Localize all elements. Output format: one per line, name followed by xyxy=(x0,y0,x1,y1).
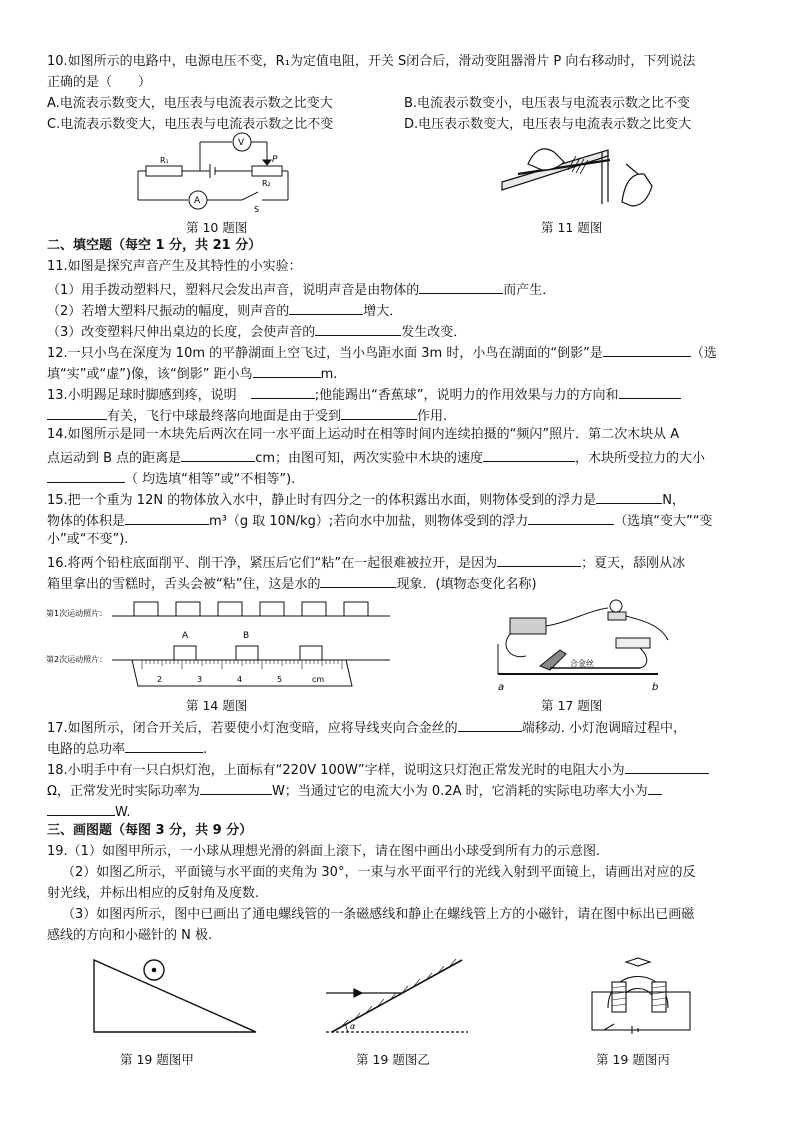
fig14-caption: 第 14 题图 xyxy=(186,698,248,713)
q14-line1: 14.如图所示是同一木块先后两次在同一水平面上运动时在相等时间内连续拍摄的“频闪”照片．第二次木块从 A xyxy=(47,427,680,442)
circuit-wire-icon xyxy=(592,992,690,1030)
fig14-label-b: B xyxy=(243,631,250,641)
q16-line2: 箱里拿出的雪糕时，舌头会被“粘”住，这是水的 现象．(填物态变化名称) xyxy=(47,573,537,594)
blank[interactable] xyxy=(125,510,209,525)
fig10-label-r1: R₁ xyxy=(160,156,169,165)
q18-line3: W. xyxy=(47,801,131,822)
q11-stem: 11.如图是探究声音产生及其特性的小实验： xyxy=(47,259,302,274)
fig17-circuit-photo xyxy=(490,596,690,692)
fig19b-angle-label: α xyxy=(350,1022,356,1031)
q15-line3: 小”或“不变”). xyxy=(47,532,129,547)
fig19a-incline-diagram xyxy=(90,956,262,1036)
section2-heading: 二、填空题（每空 1 分，共 21 分） xyxy=(47,238,262,253)
q16-line1: 16.将两个铅柱底面削平、削干净，紧压后它们“粘”在一起很难被拉开，是因为 ；夏天，舔刚从冰 xyxy=(47,552,685,573)
fig10-label-v: V xyxy=(238,138,245,148)
fig14-label-a: A xyxy=(182,631,189,641)
q10-stem-line2: 正确的是（ ） xyxy=(47,75,152,90)
q19-part2-line1: （2）如图乙所示，平面镜与水平面的夹角为 30°，一束与水平面平行的光线入射到平面镜上，请画出对应的反 xyxy=(62,865,696,880)
tick-label: 2 xyxy=(157,675,163,684)
blank[interactable] xyxy=(497,552,581,567)
fig17-label-b: b xyxy=(652,682,659,693)
q15-line1: 15.把一个重为 12N 的物体放入水中，静止时有四分之一的体积露出水面，则物体受到的浮力是 N， xyxy=(47,489,685,510)
fig11-ruler-illustration xyxy=(498,134,670,214)
q13-line1: 13.小明踢足球时脚感到疼，说明 ;他能踢出“香蕉球”，说明力的作用效果与力的方向和 xyxy=(47,384,681,405)
incline-icon xyxy=(94,960,256,1032)
q17-line1: 17.如图所示，闭合开关后，若要使小灯泡变暗，应将导线夹向合金丝的 端移动. 小灯泡调暗过程中， xyxy=(47,717,686,738)
q10-stem-line1: 10.如图所示的电路中，电源电压不变，R₁为定值电阻，开关 S闭合后，滑动变阻器滑片 P 向右移动时，下列说法 xyxy=(47,54,696,69)
fig14-row1-label: 第1次运动照片： xyxy=(46,609,108,618)
q11-part3: （3）改变塑料尺伸出桌边的长度，会使声音的 发生改变． xyxy=(47,321,466,342)
resistor-r1-icon xyxy=(146,166,182,176)
q18-line2: Ω，正常发光时实际功率为 W；当通过它的电流大小为 0.2A 时，它消耗的实际电功率大小为 xyxy=(47,780,662,801)
blank[interactable] xyxy=(483,447,575,462)
tick-label: 5 xyxy=(277,675,283,684)
fig19a-caption: 第 19 题图甲 xyxy=(120,1052,194,1067)
fig17-label-a: a xyxy=(498,682,505,693)
blank[interactable] xyxy=(320,573,396,588)
fig10-label-s: S xyxy=(254,205,260,214)
tick-label: cm xyxy=(312,675,325,684)
section3-heading: 三、画图题（每图 3 分，共 9 分） xyxy=(47,823,253,838)
fig10-label-r2: R₂ xyxy=(262,179,271,188)
q18-line1: 18.小明手中有一只白炽灯泡，上面标有“220V 100W”字样，说明这只灯泡正常发光时的电阻大小为 xyxy=(47,759,709,780)
q19-part3-line1: （3）如图丙所示，图中已画出了通电螺线管的一条磁感线和静止在螺线管上方的小磁针，请在图中标出已画磁 xyxy=(62,907,695,922)
q10-option-d: D.电压表示数变大，电压表与电流表示数之比变大 xyxy=(404,117,692,132)
row1-blocks xyxy=(134,602,368,616)
q10-option-b: B.电流表示数变小，电压表与电流表示数之比不变 xyxy=(404,96,691,111)
blank[interactable] xyxy=(603,342,691,357)
q19-part2-line2: 射光线，并标出相应的反射角及度数. xyxy=(47,886,260,901)
fig19b-mirror-diagram xyxy=(322,956,472,1036)
fig17-wire-label: 合金丝 xyxy=(570,659,594,668)
q10-option-a: A.电流表示数变大，电压表与电流表示数之比变大 xyxy=(47,96,333,111)
blank[interactable] xyxy=(47,405,107,420)
blank[interactable] xyxy=(648,780,662,795)
q11-part1: （1）用手拨动塑料尺，塑料尺会发出声音，说明声音是由物体的 而产生． xyxy=(47,279,555,300)
rheostat-r2-icon xyxy=(252,166,282,176)
q19-part3-line2: 感线的方向和小磁针的 N 极. xyxy=(47,928,213,943)
fig19c-caption: 第 19 题图丙 xyxy=(596,1052,670,1067)
fig10-circuit-diagram xyxy=(130,134,290,216)
q12-line1: 12.一只小鸟在深度为 10m 的平静湖面上空飞过，当小鸟距水面 3m 时，小鸟在湖面的“倒影”是 （选 xyxy=(47,342,717,363)
fig11-caption: 第 11 题图 xyxy=(541,220,603,235)
fig19b-caption: 第 19 题图乙 xyxy=(356,1052,430,1067)
blank[interactable] xyxy=(625,759,709,774)
q12-line2: 填“实”或“虚”)像，该“倒影” 距小鸟 m. xyxy=(47,363,337,384)
q17-line2: 电路的总功率 . xyxy=(47,738,207,759)
q15-line2: 物体的体积是 m³（g 取 10N/kg）;若向水中加盐，则物体受到的浮力 （选填“变大”“变 xyxy=(47,510,712,531)
q11-part2: （2）若增大塑料尺振动的幅度，则声音的 增大． xyxy=(47,300,402,321)
blank[interactable] xyxy=(47,468,125,483)
q14-line3: （ 均选填“相等”或“不相等”). xyxy=(47,468,295,489)
blank[interactable] xyxy=(458,717,522,732)
blank[interactable] xyxy=(251,384,315,399)
blank[interactable] xyxy=(200,780,272,795)
fig17-caption: 第 17 题图 xyxy=(541,698,603,713)
blank[interactable] xyxy=(181,447,255,462)
fig10-caption: 第 10 题图 xyxy=(186,220,248,235)
blank[interactable] xyxy=(341,405,417,420)
bulb-icon xyxy=(610,600,622,612)
q14-line2: 点运动到 B 点的距离是 cm；由图可知，两次实验中木块的速度 ，木块所受拉力的大小 xyxy=(47,447,705,468)
blank[interactable] xyxy=(289,300,363,315)
fig14-stroboscope-photos xyxy=(46,594,398,694)
switch-icon xyxy=(604,1024,614,1030)
fig10-label-p: P xyxy=(272,155,278,165)
blank[interactable] xyxy=(528,510,614,525)
battery-icon xyxy=(510,618,546,634)
fig14-row2-label: 第2次运动照片： xyxy=(46,655,108,664)
blank[interactable] xyxy=(619,384,681,399)
tick-label: 3 xyxy=(197,675,203,684)
tick-label: 4 xyxy=(237,675,243,684)
blank[interactable] xyxy=(596,489,662,504)
fig19c-solenoid-diagram xyxy=(586,956,696,1038)
fig10-label-a: A xyxy=(194,196,201,206)
row2-blocks xyxy=(174,646,322,660)
blank[interactable] xyxy=(125,738,203,753)
q10-option-c: C.电流表示数变大，电压表与电流表示数之比不变 xyxy=(47,117,334,132)
switch-icon xyxy=(242,192,258,200)
finger-hand-icon xyxy=(622,174,652,206)
switch-icon xyxy=(616,638,650,648)
blank[interactable] xyxy=(419,279,503,294)
blank[interactable] xyxy=(315,321,401,336)
blank[interactable] xyxy=(253,363,321,378)
blank[interactable] xyxy=(47,801,115,816)
compass-needle-icon xyxy=(626,958,650,966)
q19-part1: 19.（1）如图甲所示，一小球从理想光滑的斜面上滚下，请在图中画出小球受到所有力的示意图. xyxy=(47,844,601,859)
clip-icon xyxy=(540,650,566,670)
q13-line2: 有关，飞行中球最终落向地面是由于受到 作用. xyxy=(47,405,447,426)
